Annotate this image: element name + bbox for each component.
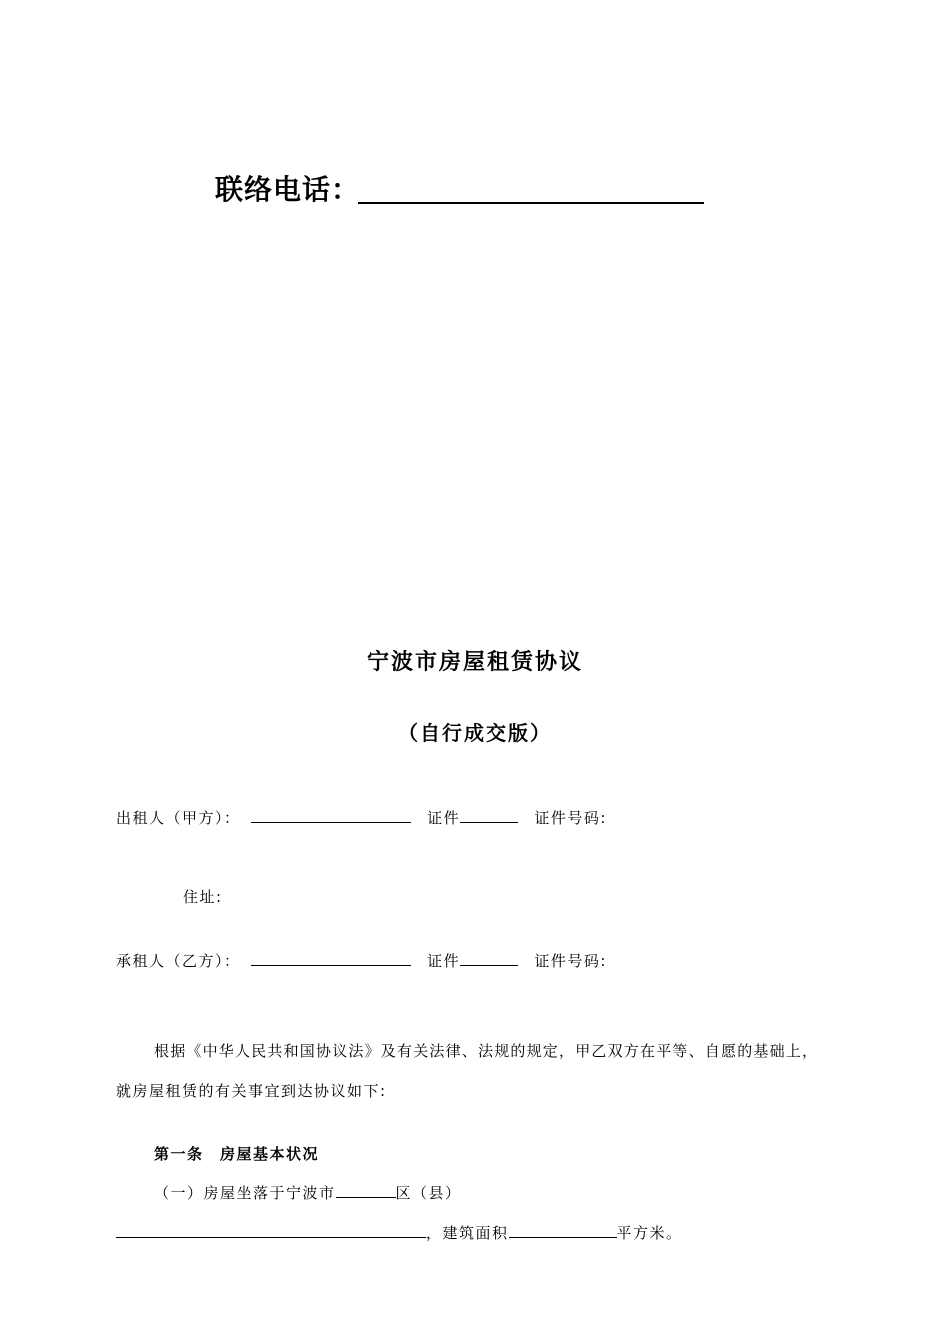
- article-1-item-1-prefix: （一）房屋坐落于宁波市: [154, 1184, 336, 1202]
- document-title: 宁波市房屋租赁协议: [366, 650, 583, 675]
- article-1-item-1-suffix: 区（县）: [395, 1184, 462, 1202]
- preamble-line-2: 就房屋租赁的有关事宜到达协议如下:: [116, 1082, 387, 1100]
- article-1-heading: 第一条 房屋基本状况: [154, 1145, 320, 1163]
- contact-phone-label: 联络电话：: [215, 173, 361, 206]
- district-blank[interactable]: [336, 1197, 396, 1198]
- document-subtitle: （自行成交版）: [398, 721, 552, 745]
- lessor-cert-label: 证件: [427, 809, 461, 827]
- lessor-address-label: 住址:: [183, 888, 223, 906]
- lessor-name-blank[interactable]: [251, 822, 411, 823]
- article-1-item-1: [154, 1182, 462, 1203]
- area-suffix: 平方米。: [616, 1224, 683, 1242]
- lessor-label: 出租人（甲方）：: [116, 809, 241, 827]
- lessee-cert-label: 证件: [427, 952, 461, 970]
- lessor-cert-number-label: 证件号码:: [534, 809, 607, 827]
- lessor-row: [116, 807, 607, 828]
- area-blank[interactable]: [509, 1237, 617, 1238]
- preamble-line-1: 根据《中华人民共和国协议法》及有关法律、法规的规定，甲乙双方在平等、自愿的基础上，: [154, 1042, 819, 1060]
- lessee-row: [116, 950, 607, 971]
- lessee-name-blank[interactable]: [251, 965, 411, 966]
- lessee-cert-number-label: 证件号码:: [534, 952, 607, 970]
- article-1-area-row: [116, 1222, 683, 1243]
- contact-phone-blank[interactable]: [358, 202, 704, 204]
- lessor-cert-type-blank[interactable]: [460, 822, 518, 823]
- lessee-cert-type-blank[interactable]: [460, 965, 518, 966]
- area-prefix: ，建筑面积: [426, 1224, 509, 1242]
- address-blank[interactable]: [116, 1237, 426, 1238]
- lessee-label: 承租人（乙方）：: [116, 952, 241, 970]
